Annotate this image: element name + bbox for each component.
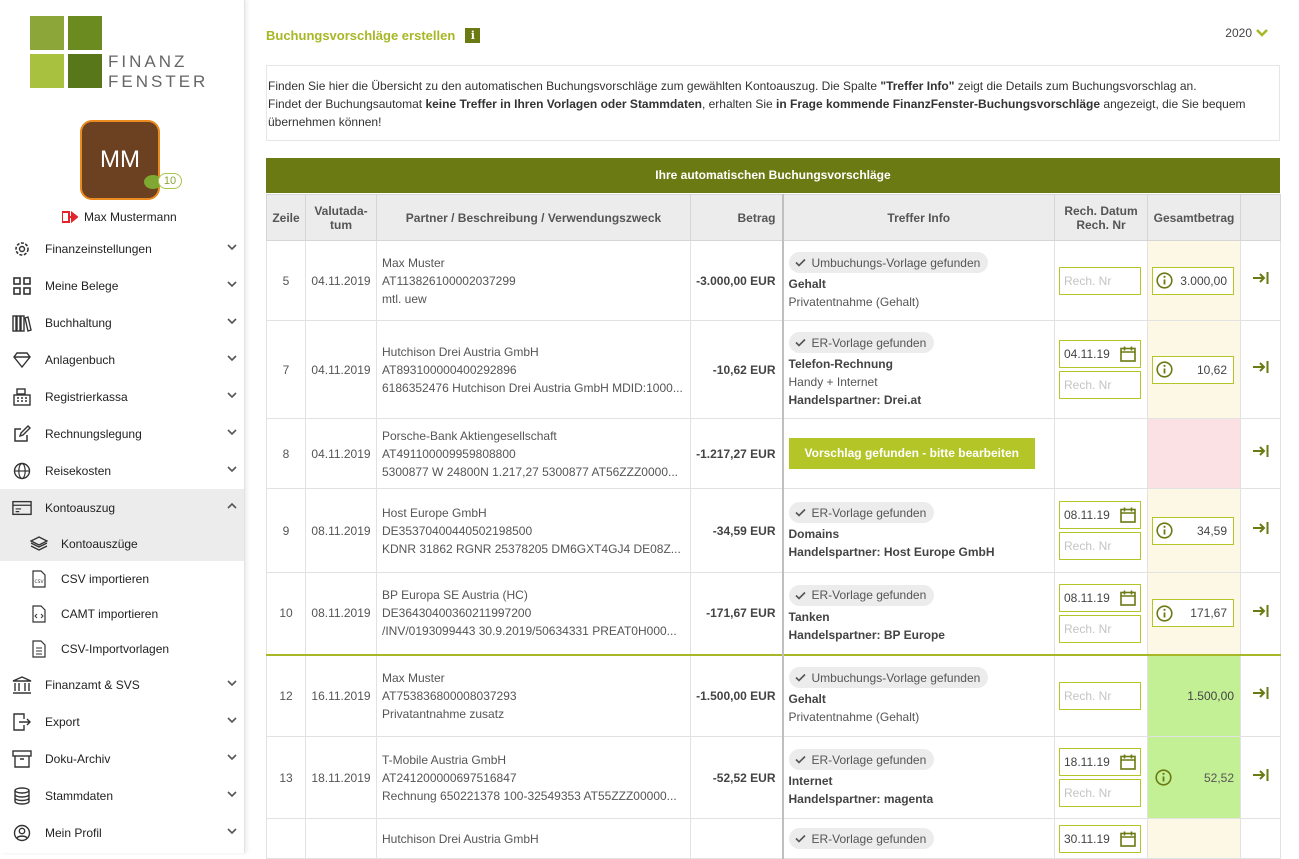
chevron-down-icon[interactable]	[227, 279, 237, 289]
bank-icon	[12, 676, 32, 694]
sidebar-item-label: Finanzamt & SVS	[45, 677, 140, 692]
books-icon	[12, 314, 32, 332]
cell-gesamt	[1148, 241, 1241, 321]
template-file-icon	[30, 640, 48, 658]
sidebar-subitem-code-file[interactable]	[0, 596, 245, 631]
desc-line-1: Finden Sie hier die Übersicht zu den automatischen Buchungsvorschläge zum gewählten Kontoauszug. Die Spalte "Treffer Info" zeigt die Details zum Buchungsvorschlag an.	[268, 79, 1197, 93]
messages-count: 10	[158, 173, 182, 189]
description-box	[266, 65, 1280, 141]
export-icon	[12, 713, 32, 731]
cell-partner: Max Muster AT113826100002037299 mtl. uew	[377, 241, 691, 321]
logo-text-fenster: FENSTER	[108, 72, 209, 91]
template-desc: Privatentnahme (Gehalt)	[788, 295, 920, 309]
sidebar-subitem-label: CAMT importieren	[61, 606, 159, 621]
template-name: Domains	[788, 527, 840, 541]
check-icon	[795, 834, 806, 843]
total-amount-field[interactable]: 3.000,00	[1152, 267, 1234, 295]
sidebar-item-gear[interactable]	[0, 230, 245, 267]
chevron-down-icon[interactable]	[227, 316, 237, 326]
cell-rech	[1055, 241, 1148, 321]
chevron-down-icon[interactable]	[227, 427, 237, 437]
cell-betrag: -1.217,27 EUR	[691, 419, 783, 489]
table-title: Ihre automatischen Buchungsvorschläge	[266, 158, 1280, 193]
cell-gesamt	[1148, 573, 1241, 655]
sidebar-item-label: Meine Belege	[45, 278, 119, 293]
user-icon	[12, 824, 32, 842]
cell-partner: T-Mobile Austria GmbH AT241200000697516847 Rechnung 650221378 100-32549353 AT55ZZZ00000...	[377, 737, 691, 819]
cell-rech	[1055, 655, 1148, 737]
chevron-down-icon[interactable]	[227, 789, 237, 799]
template-name: Internet	[788, 774, 833, 788]
year-select[interactable]	[1225, 26, 1268, 40]
cell-betrag: -171,67 EUR	[691, 573, 783, 655]
apply-arrow-icon[interactable]	[1252, 768, 1270, 782]
suggestions-table	[266, 194, 1281, 859]
chevron-down-icon[interactable]	[227, 353, 237, 363]
template-name: Tanken	[788, 609, 830, 624]
sidebar-item-label: Stammdaten	[45, 788, 114, 803]
cell-gesamt	[1148, 321, 1241, 419]
match-badge: ER-Vorlage gefunden	[789, 749, 935, 770]
total-amount-field[interactable]: 10,62	[1152, 356, 1234, 384]
sidebar-subitem-label: CSV importieren	[61, 571, 150, 586]
cell-rech	[1055, 489, 1148, 573]
cell-action	[1241, 489, 1281, 573]
cell-treffer	[783, 573, 1055, 655]
invoice-date-input[interactable]: 18.11.19	[1059, 748, 1141, 776]
sidebar-item-label: Registrierkassa	[45, 389, 128, 404]
sidebar-subitem-label: CSV-Importvorlagen	[61, 641, 170, 656]
apply-arrow-icon[interactable]	[1252, 521, 1270, 535]
register-icon	[12, 388, 32, 406]
cell-zeile: 13	[267, 737, 306, 819]
chevron-down-icon[interactable]	[227, 826, 237, 836]
diamond-icon	[12, 351, 32, 369]
table-row[interactable]	[267, 737, 1281, 819]
trade-partner: Handelspartner: Host Europe GmbH	[788, 545, 995, 559]
col-valuta[interactable]: Valutada- tum	[306, 195, 377, 241]
sidebar-item-label: Export	[45, 714, 80, 729]
chevron-down-icon[interactable]	[227, 752, 237, 762]
main-nav	[0, 230, 245, 851]
invoice-date-input[interactable]: 08.11.19	[1059, 584, 1141, 612]
apply-arrow-icon[interactable]	[1252, 271, 1270, 285]
sidebar-item-grid[interactable]	[0, 267, 245, 304]
chevron-down-icon[interactable]	[227, 715, 237, 725]
sidebar-subitem-label: Kontoauszüge	[61, 536, 138, 551]
cell-rech	[1055, 321, 1148, 419]
apply-arrow-icon[interactable]	[1252, 686, 1270, 700]
cell-action	[1241, 419, 1281, 489]
logout-icon[interactable]	[62, 211, 78, 223]
invoice-number-input[interactable]: Rech. Nr	[1059, 615, 1141, 643]
info-circle-icon[interactable]	[1155, 769, 1172, 786]
cell-partner: Hutchison Drei Austria GmbH	[377, 819, 691, 859]
invoice-number-input[interactable]: Rech. Nr	[1059, 267, 1141, 295]
check-icon	[795, 673, 806, 682]
avatar[interactable]: MM	[80, 120, 160, 200]
cell-zeile: 12	[267, 655, 306, 737]
chevron-down-icon[interactable]	[227, 464, 237, 474]
cell-partner: BP Europa SE Austria (HC) DE36430400360211997200 /INV/0193099443 30.9.2019/50634331 PREAT0H000...	[377, 573, 691, 655]
cell-datum: 16.11.2019	[306, 655, 377, 737]
apply-arrow-icon[interactable]	[1252, 444, 1270, 458]
check-icon	[795, 591, 806, 600]
grid-icon	[12, 277, 32, 295]
chevron-up-icon[interactable]	[227, 501, 237, 511]
bank-card-icon	[12, 499, 32, 517]
match-badge: ER-Vorlage gefunden	[789, 585, 935, 606]
edit-icon	[12, 425, 32, 443]
sidebar-item-label: Mein Profil	[45, 825, 102, 840]
match-badge: ER-Vorlage gefunden	[789, 332, 935, 353]
globe-icon	[12, 462, 32, 480]
calendar-icon[interactable]	[1120, 507, 1136, 523]
col-treffer[interactable]: Treffer Info	[783, 195, 1055, 241]
sidebar-subitem-csv-file[interactable]	[0, 561, 245, 596]
chevron-down-icon[interactable]	[227, 242, 237, 252]
cell-partner: Max Muster AT753836800008037293 Privatantnahme zusatz	[377, 655, 691, 737]
sidebar-item-export[interactable]	[0, 703, 245, 740]
cell-datum: 04.11.2019	[306, 321, 377, 419]
col-gesamt[interactable]: Gesamtbetrag	[1148, 195, 1241, 241]
desc-line-2: Findet der Buchungsautomat keine Treffer in Ihren Vorlagen oder Stammdaten, erhalten Sie in Frage kommende FinanzFenster-Buchungsvorschläge angezeigt, die Sie bequem	[268, 97, 1246, 111]
sidebar-item-globe[interactable]	[0, 452, 245, 489]
cell-datum: 18.11.2019	[306, 737, 377, 819]
cell-datum: 08.11.2019	[306, 573, 377, 655]
sidebar-item-label: Reisekosten	[45, 463, 112, 478]
cell-zeile: 10	[267, 573, 306, 655]
match-badge: ER-Vorlage gefunden	[789, 828, 935, 849]
invoice-date-input[interactable]: 08.11.19	[1059, 501, 1141, 529]
template-name: Gehalt	[788, 277, 826, 291]
col-action	[1241, 195, 1281, 241]
year-value: 2020	[1225, 26, 1252, 40]
cell-treffer	[783, 419, 1055, 489]
sidebar	[0, 0, 245, 853]
cell-treffer	[783, 737, 1055, 819]
sidebar-item-label: Doku-Archiv	[45, 751, 111, 766]
cell-zeile: 5	[267, 241, 306, 321]
money-stack-icon	[30, 535, 48, 553]
sidebar-item-label: Buchhaltung	[45, 315, 112, 330]
total-amount: 1.500,00	[1187, 688, 1234, 703]
finanzfenster-logo[interactable]	[30, 16, 210, 94]
user-row[interactable]	[62, 210, 177, 224]
page-title	[266, 28, 480, 43]
template-desc: Handy + Internet	[788, 375, 878, 389]
col-betrag[interactable]: Betrag	[691, 195, 783, 241]
sidebar-item-label: Anlagenbuch	[45, 352, 116, 367]
info-circle-icon[interactable]	[1156, 522, 1173, 539]
messages-badge[interactable]	[144, 172, 182, 192]
suggestion-edit-button[interactable]: Vorschlag gefunden - bitte bearbeiten	[789, 438, 1035, 469]
gear-icon	[12, 240, 32, 258]
table-row[interactable]	[267, 573, 1281, 655]
table-row[interactable]	[267, 241, 1281, 321]
cell-rech	[1055, 737, 1148, 819]
cell-datum: 08.11.2019	[306, 489, 377, 573]
logo-text-finanz: FINANZ	[108, 52, 188, 71]
cell-betrag: -10,62 EUR	[691, 321, 783, 419]
check-icon	[795, 508, 806, 517]
calendar-icon[interactable]	[1120, 590, 1136, 606]
user-name: Max Mustermann	[84, 210, 177, 224]
cell-gesamt	[1148, 655, 1241, 737]
table-row[interactable]	[267, 419, 1281, 489]
check-icon	[795, 755, 806, 764]
total-amount: 52,52	[1203, 770, 1234, 785]
trade-partner: Handelspartner: Drei.at	[788, 393, 922, 407]
cell-treffer	[783, 655, 1055, 737]
cell-action	[1241, 573, 1281, 655]
table-row[interactable]	[267, 489, 1281, 573]
col-partner[interactable]: Partner / Beschreibung / Verwendungszweck	[377, 195, 691, 241]
template-name: Telefon-Rechnung	[788, 357, 893, 371]
cell-partner: Porsche-Bank Aktiengesellschaft AT491100009959808800 5300877 W 24800N 1.217,27 5300877 AT56ZZZ0000...	[377, 419, 691, 489]
calendar-icon[interactable]	[1120, 346, 1136, 362]
sidebar-item-books[interactable]	[0, 304, 245, 341]
total-amount-field[interactable]: 34,59	[1152, 517, 1234, 545]
total-amount-field[interactable]: 171,67	[1152, 599, 1234, 627]
info-circle-icon[interactable]	[1156, 272, 1173, 289]
cell-partner: Host Europe GmbH DE35370400440502198500 KDNR 31862 RGNR 25378205 DM6GXT4GJ4 DE08Z...	[377, 489, 691, 573]
cell-betrag: -1.500,00 EUR	[691, 655, 783, 737]
cell-betrag: -34,59 EUR	[691, 489, 783, 573]
check-icon	[795, 258, 806, 267]
cell-rech	[1055, 419, 1148, 489]
chevron-down-icon[interactable]	[227, 390, 237, 400]
info-circle-icon[interactable]	[1156, 605, 1173, 622]
cell-treffer	[783, 321, 1055, 419]
col-zeile[interactable]: Zeile	[267, 195, 306, 241]
cell-gesamt	[1148, 737, 1241, 819]
invoice-number-input[interactable]: Rech. Nr	[1059, 779, 1141, 807]
csv-file-icon	[30, 570, 48, 588]
chevron-down-icon	[1256, 29, 1268, 37]
sidebar-item-edit[interactable]	[0, 415, 245, 452]
check-icon	[795, 338, 806, 347]
template-desc: Privatentnahme (Gehalt)	[788, 710, 920, 725]
cell-betrag: -52,52 EUR	[691, 737, 783, 819]
col-rech[interactable]: Rech. Datum Rech. Nr	[1055, 195, 1148, 241]
match-badge: Umbuchungs-Vorlage gefunden	[789, 667, 989, 688]
cell-action	[1241, 737, 1281, 819]
sidebar-subitem-money-stack[interactable]	[0, 526, 245, 561]
cell-action	[1241, 321, 1281, 419]
cell-gesamt	[1148, 419, 1241, 489]
cell-zeile: 7	[267, 321, 306, 419]
cell-action	[1241, 241, 1281, 321]
sidebar-item-label: Rechnungslegung	[45, 426, 142, 441]
info-circle-icon[interactable]	[1156, 361, 1173, 378]
cell-treffer	[783, 241, 1055, 321]
table-row[interactable]	[267, 655, 1281, 737]
sidebar-item-label: Finanzeinstellungen	[45, 241, 152, 256]
sidebar-item-database[interactable]	[0, 777, 245, 814]
trade-partner: Handelspartner: magenta	[788, 792, 934, 806]
cell-betrag: -3.000,00 EUR	[691, 241, 783, 321]
trade-partner: Handelspartner: BP Europe	[788, 627, 945, 642]
cell-datum: 04.11.2019	[306, 419, 377, 489]
match-badge: ER-Vorlage gefunden	[789, 502, 935, 523]
template-name: Gehalt	[788, 692, 826, 707]
invoice-number-input[interactable]: Rech. Nr	[1059, 682, 1141, 710]
sidebar-item-diamond[interactable]	[0, 341, 245, 378]
calendar-icon[interactable]	[1120, 831, 1136, 847]
cell-treffer	[783, 489, 1055, 573]
code-file-icon	[30, 605, 48, 623]
cell-action	[1241, 655, 1281, 737]
sidebar-item-label: Kontoauszug	[45, 500, 116, 515]
invoice-date-input[interactable]: 04.11.19	[1059, 340, 1141, 368]
chevron-down-icon[interactable]	[227, 678, 237, 688]
archive-icon	[12, 750, 32, 768]
sidebar-item-archive[interactable]	[0, 740, 245, 777]
sidebar-item-bank[interactable]	[0, 666, 245, 703]
match-badge: Umbuchungs-Vorlage gefunden	[789, 252, 989, 273]
sidebar-item-bank-card[interactable]	[0, 489, 245, 526]
database-icon	[12, 787, 32, 805]
cell-datum: 04.11.2019	[306, 241, 377, 321]
cell-rech	[1055, 573, 1148, 655]
calendar-icon[interactable]	[1120, 754, 1136, 770]
apply-arrow-icon[interactable]	[1252, 604, 1270, 618]
invoice-date-input[interactable]: 30.11.19	[1059, 825, 1141, 853]
cell-gesamt	[1148, 489, 1241, 573]
apply-arrow-icon[interactable]	[1252, 360, 1270, 374]
table-row[interactable]	[267, 321, 1281, 419]
svg-text:CSV: CSV	[34, 579, 44, 585]
invoice-number-input[interactable]: Rech. Nr	[1059, 371, 1141, 399]
cell-zeile: 8	[267, 419, 306, 489]
page-title-text: Buchungsvorschläge erstellen	[266, 28, 456, 43]
table-header-row	[267, 195, 1281, 241]
invoice-number-input[interactable]: Rech. Nr	[1059, 532, 1141, 560]
cell-zeile: 9	[267, 489, 306, 573]
cell-partner: Hutchison Drei Austria GmbH AT893100000400292896 6186352476 Hutchison Drei Austria GmbH MDID:1000...	[377, 321, 691, 419]
sidebar-subitem-template-file[interactable]	[0, 631, 245, 666]
sidebar-item-user[interactable]	[0, 814, 245, 851]
sidebar-item-register[interactable]	[0, 378, 245, 415]
info-icon[interactable]: i	[465, 28, 480, 43]
desc-line-3: übernehmen können!	[268, 115, 382, 129]
